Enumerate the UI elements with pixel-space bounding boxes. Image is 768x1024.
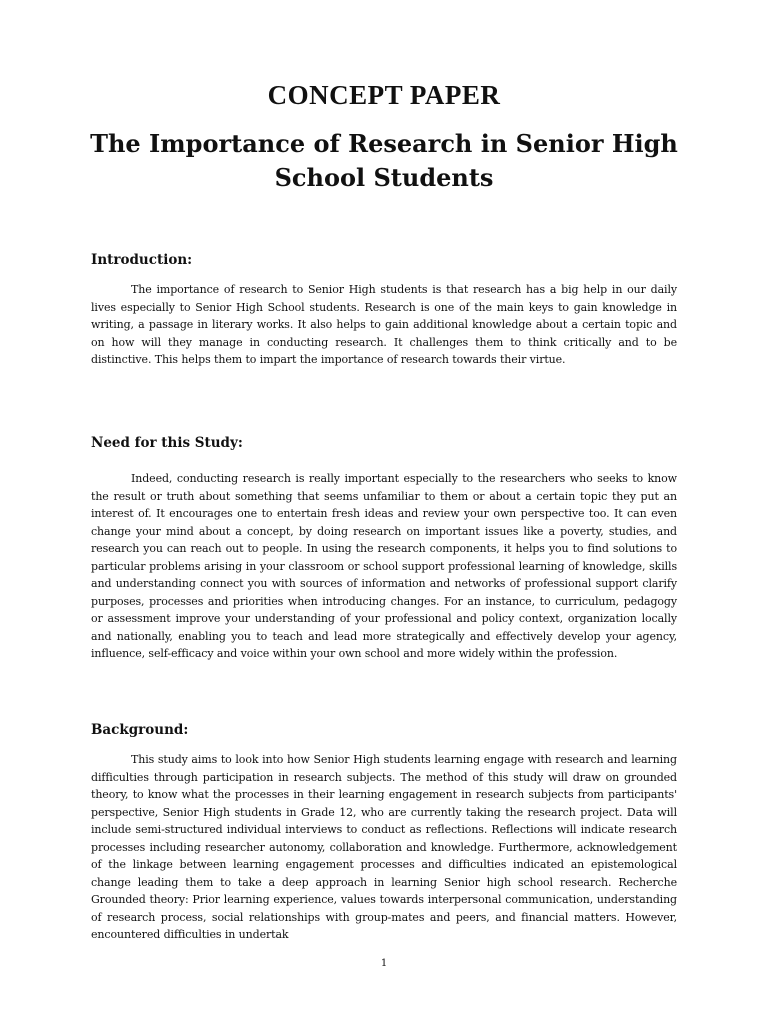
need-for-study-paragraph: Indeed, conducting research is really important especially to the researchers who seeks to know the result or truth about something that seems unfamiliar to them or about a certain topic they put an interest of. It encourages one to entertain fresh ideas and review your own perspective too. It can even change your mind about a concept, by doing research on important issues like a poverty, studies, and research you can reach out to people. In using the research components, it helps you to find solutions to particular problems arising in your classroom or school support professional learning of knowledge, skills and understanding connect you with sources of information and networks of professional support clarify purposes, processes and priorities when introducing changes. For an instance, to curriculum, pedagogy or assessment improve your understanding of your professional and policy context, organization locally and nationally, enabling you to teach and lead more strategically and effectively develop your agency, influence, self-efficacy and voice within your own school and more widely within the profession. (91, 472, 677, 660)
need-for-study-heading: Need for this Study: (91, 435, 243, 451)
page-number: 1 (380, 958, 388, 969)
introduction-paragraph: The importance of research to Senior High students is that research has a big help in our daily lives especially to Senior High School students. Research is one of the main keys to gain knowledge in writing, a passage in literary works. It also helps to gain additional knowledge about a certain topic and on how will they manage in conducting research. It challenges them to think critically and to be distinctive. This helps them to impart the importance of research towards their virtue. (91, 283, 677, 366)
introduction-heading: Introduction: (91, 252, 193, 268)
background-paragraph: This study aims to look into how Senior High students learning engage with research and learning difficulties through participation in research subjects. The method of this study will draw on grounded theory, to know what the processes in their learning engagement in research subjects from participants' perspective, Senior High students in Grade 12, who are currently taking the research project. Data will include semi-structured individual interviews to conduct as reflections. Reflections will indicate research processes including researcher autonomy, collaboration and knowledge. Furthermore, acknowledgement of the linkage between learning engagement processes and difficulties indicated an epistemological change leading them to take a deep approach in learning Senior high school research. Recherche Grounded theory: Prior learning experience, values towards interpersonal communication, understanding of research process, social relationships with group-mates and peers, and financial matters. However, encountered difficulties in undertak (91, 753, 677, 941)
document-title: The Importance of Research in Senior High School Students (90, 129, 678, 192)
document-type-heading: CONCEPT PAPER (267, 80, 501, 110)
background-heading: Background: (91, 722, 189, 738)
